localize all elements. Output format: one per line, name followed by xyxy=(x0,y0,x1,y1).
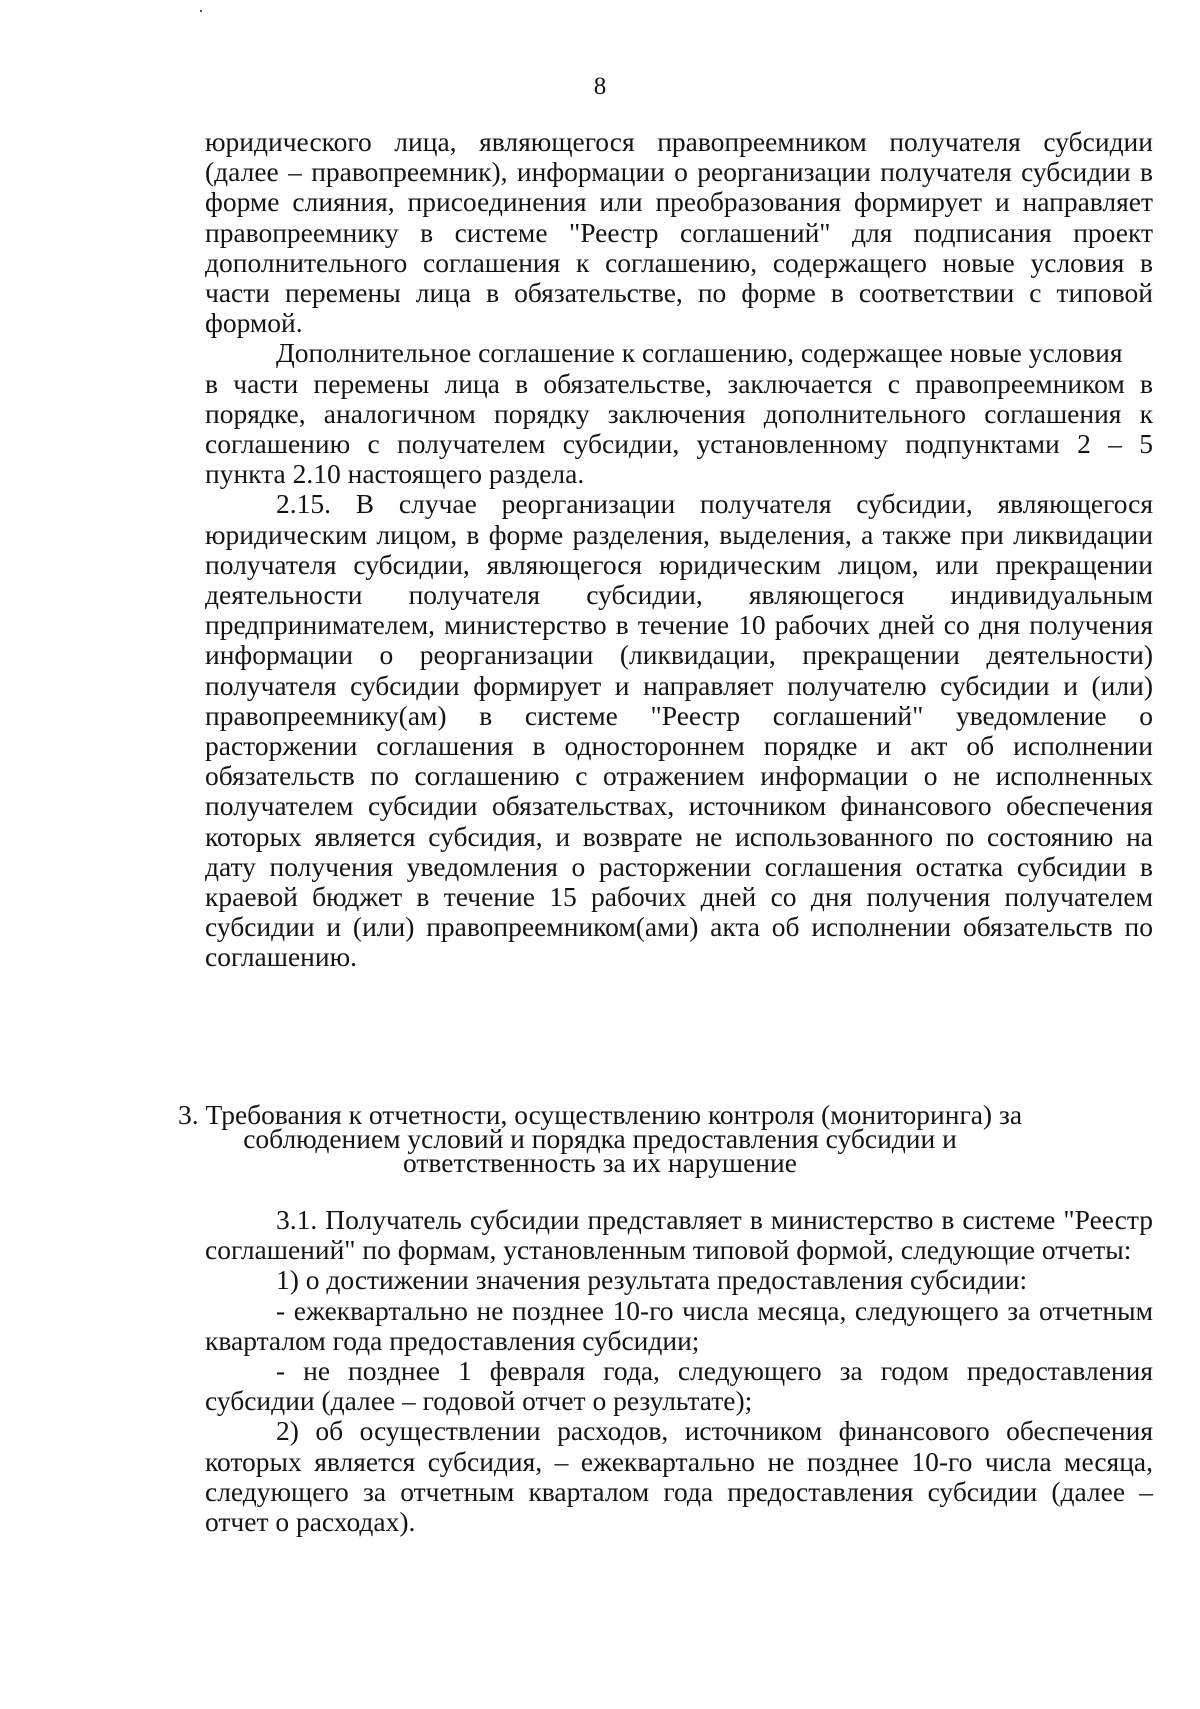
list-subitem-annual: - не позднее 1 февраля года, следующего за годом предоставления субсидии (далее – годовой отчет о результате); xyxy=(205,1355,1153,1417)
section-heading xyxy=(0,1099,1200,1178)
scan-speck xyxy=(200,10,202,12)
text-block-bottom xyxy=(205,1205,1153,1537)
paragraph-continuation: юридического лица, являющегося правопреемником получателя субсидии (далее – правопреемник), информации о реорганизации получателя субсидии в форме слияния, присоединения или преобразования формирует и направляет правопреемнику в системе "Реестр соглашений" для подписания проект дополнительного соглашения к соглашению, содержащего новые условия в части перемены лица в обязательстве, по форме в соответствии с типовой формой. xyxy=(205,126,1153,339)
list-item-1: 1) о достижении значения результата предоставления субсидии: xyxy=(276,1264,1028,1296)
paragraph-agreement-continuation: в части перемены лица в обязательстве, заключается с правопреемником в порядке, аналогичном порядку заключения дополнительного соглашения к соглашению с получателем субсидии, установленному подпунктами 2 – 5 пункта 2.10 настоящего раздела. xyxy=(205,367,1153,490)
paragraph-2-15: 2.15. В случае реорганизации получателя субсидии, являющегося юридическим лицом, в форме разделения, выделения, а также при ликвидации получателя субсидии, являющегося юридическим лицом, или прекращении деятельности получателя субсидии, являющегося индивидуальным предпринимателем, министерство в течение 10 рабочих дней со дня получения информации о реорганизации (ликвидации, прекращении деятельности) получателя субсидии формирует и направляет получателю субсидии и (или) правопреемнику(ам) в системе "Реестр соглашений" уведомление о расторжении соглашения в одностороннем порядке и акт об исполнении обязательств по соглашению с отражением информации о не исполненных получателем субсидии обязательствах, источником финансового обеспечения которых является субсидия, и возврате не использованного по состоянию на дату получения уведомления о расторжении соглашения остатка субсидии в краевой бюджет в течение 15 рабочих дней со дня получения получателем субсидии и (или) правопреемником(ами) акта об исполнении обязательств по соглашению. xyxy=(205,488,1153,973)
paragraph-3-1: 3.1. Получатель субсидии представляет в министерство в системе "Реестр соглашений" по формам, установленным типовой формой, следующие отчеты: xyxy=(205,1204,1153,1266)
page-number: 8 xyxy=(593,73,607,100)
list-subitem-quarterly: - ежеквартально не позднее 10-го числа месяца, следующего за отчетным кварталом года предоставления субсидии; xyxy=(205,1294,1153,1356)
section-heading-line-3: ответственность за их нарушение xyxy=(403,1147,797,1178)
list-item-2: 2) об осуществлении расходов, источником финансового обеспечения которых является субсидия, – ежеквартально не позднее 10-го числа месяца, следующего за отчетным кварталом года предоставления субсидии (далее – отчет о расходах). xyxy=(205,1415,1153,1538)
section-heading-line-2: соблюдением условий и порядка предоставления субсидии и xyxy=(243,1123,957,1154)
text-block-top xyxy=(205,127,1153,973)
section-heading-line-1: 3. Требования к отчетности, осуществлению контроля (мониторинга) за xyxy=(177,1099,1023,1130)
paragraph-additional-agreement: Дополнительное соглашение к соглашению, содержащее новые условия xyxy=(276,337,1123,369)
